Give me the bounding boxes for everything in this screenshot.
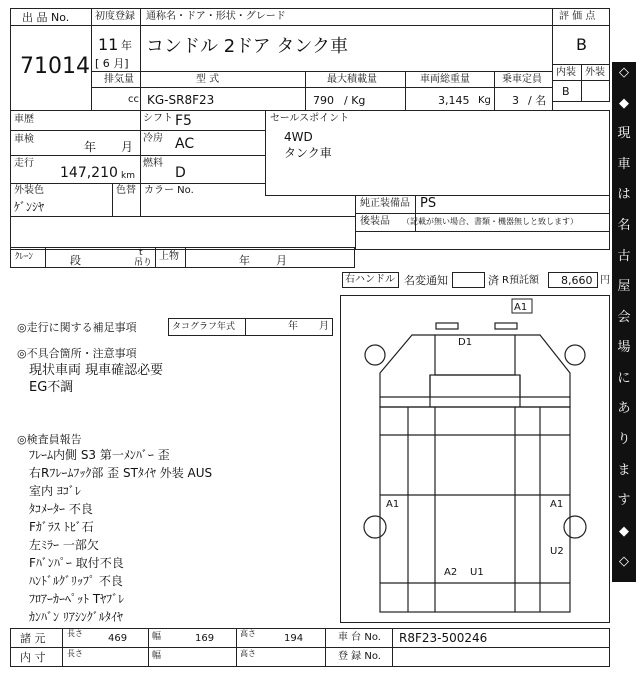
model-value: KG-SR8F23 <box>147 93 215 107</box>
sales-point-label: セールスポイント <box>270 113 350 124</box>
year-unit: 年 <box>121 39 132 52</box>
inspector-line: ﾌﾛｱｰｶｰﾍﾟｯﾄ Tﾔﾌﾞﾚ <box>29 592 125 606</box>
venue-side-char: 車 <box>617 156 631 172</box>
inner-width-label: 幅 <box>152 651 162 661</box>
inspector-line: ﾀｺﾒｰﾀｰ 不良 <box>29 502 93 516</box>
inspection-year: 年 <box>84 140 97 154</box>
inspector-line: 左ﾐﾗｰ 一部欠 <box>29 538 99 552</box>
tacho-month: 月 <box>319 321 329 332</box>
dims-label: 諸 元 <box>20 632 46 645</box>
venue-side-char: 会 <box>617 309 631 325</box>
venue-side-char: は <box>617 187 631 203</box>
length-label: 長さ <box>67 629 83 638</box>
gross-weight-label: 車両総重量 <box>420 74 470 85</box>
max-load-label: 最大積載量 <box>327 74 377 85</box>
capacity-unit: / 名 <box>528 94 547 107</box>
doc-label: 済 <box>488 274 499 287</box>
color-no-label: カラー No. <box>144 185 194 196</box>
damage-code-a1-left: A1 <box>386 499 400 510</box>
venue-side-char: ◇ <box>619 554 629 570</box>
interior-label: 内装 <box>556 67 576 78</box>
inspector-line: 右Rﾌﾚｰﾑﾌｯｸ部 歪 STﾀｲﾔ 外装 AUS <box>29 466 213 480</box>
ext-color-label: 外装色 <box>14 185 44 196</box>
inspection-label: 車検 <box>14 134 34 145</box>
first-reg-label: 初度登録 <box>95 11 135 22</box>
venue-side-char: あ <box>617 401 631 417</box>
mileage-label: 走行 <box>14 158 34 169</box>
crane-label: ｸﾚｰﾝ <box>15 252 34 262</box>
name-change-cell <box>452 272 485 288</box>
first-reg-month: [ 6 月] <box>95 57 129 70</box>
mount-year: 年 <box>239 254 250 267</box>
gross-weight-value: 3,145 <box>438 94 470 107</box>
exterior-grade-cell <box>581 80 610 102</box>
mileage-value: 147,210 <box>60 165 118 181</box>
max-load-value: 790 <box>313 94 334 107</box>
shift-value: F5 <box>175 113 192 129</box>
dims-row <box>10 628 610 648</box>
inspector-line: Fﾊﾞﾝﾊﾟｰ 取付不良 <box>29 556 124 570</box>
equip-label: 純正装備品 <box>360 198 410 209</box>
inner-height-label: 高さ <box>240 649 256 658</box>
displacement-label: 排気量 <box>104 74 134 85</box>
inspection-month: 月 <box>121 140 134 154</box>
grade-label: 評 価 点 <box>559 11 596 22</box>
grade-value: B <box>576 35 587 54</box>
capacity-label: 乗車定員 <box>502 74 542 85</box>
mount-month: 月 <box>276 254 287 267</box>
ext-color-value: ｹﾞﾝｼﾔ <box>14 200 45 214</box>
inspector-line: ﾊﾝﾄﾞﾙｸﾞﾘｯﾌﾟ 不良 <box>29 574 123 588</box>
fuel-value: D <box>175 165 186 181</box>
inner-length-label: 長さ <box>67 649 83 658</box>
inspector-line: 室内 ﾖｺﾞﾚ <box>29 484 81 498</box>
defect-1: 現状車両 現車確認必要 <box>29 363 164 378</box>
defect-2: EG不調 <box>29 380 74 395</box>
damage-code-a2: A2 <box>444 567 458 578</box>
model-label: 型 式 <box>196 74 220 85</box>
capacity-value: 3 <box>512 94 519 107</box>
name-label: 通称名・ドア・形状・グレード <box>146 11 286 22</box>
reg-label: 登 録 No. <box>338 651 381 662</box>
running-label: ◎走行に関する補足事項 <box>17 321 137 334</box>
defect-label: ◎不具合箇所・注意事項 <box>17 347 137 360</box>
recycle-unit: 円 <box>600 275 610 286</box>
venue-side-banner <box>612 62 636 582</box>
fuel-label: 燃料 <box>143 158 163 169</box>
damage-code-a1-top: A1 <box>514 302 528 313</box>
venue-side-char: 古 <box>617 248 631 264</box>
shift-label: シフト <box>143 113 173 124</box>
spec-label-row <box>91 71 553 88</box>
equip-value: PS <box>420 196 437 211</box>
tacho-label: タコグラフ年式 <box>172 322 236 332</box>
crane-stage: 段 <box>70 254 81 267</box>
height-value: 194 <box>284 633 304 644</box>
inner-row <box>10 647 610 667</box>
aftermarket-label: 後装品 <box>360 216 390 227</box>
color-change-label: 色替 <box>116 185 136 196</box>
history-label: 車歴 <box>14 114 34 125</box>
damage-code-d1: D1 <box>458 337 473 348</box>
tacho-year: 年 <box>288 321 298 332</box>
venue-side-char: り <box>617 432 631 448</box>
venue-side-char: す <box>617 493 631 509</box>
venue-side-char: 場 <box>617 340 631 356</box>
width-label: 幅 <box>152 632 162 642</box>
venue-side-char: ま <box>617 462 631 478</box>
gross-weight-unit: Kg <box>478 95 491 106</box>
lot-no-label: 出 品 No. <box>22 11 70 24</box>
handle-value: 右ハンドル <box>345 274 395 285</box>
inspector-line: ｶﾝﾊﾞﾝ ﾘｱｼﾝｸﾞﾙﾀｲﾔ <box>29 610 123 624</box>
length-value: 469 <box>108 633 128 644</box>
interior-grade: B <box>562 85 570 98</box>
first-reg-year: 11 <box>98 35 119 54</box>
venue-side-char: 名 <box>617 217 631 233</box>
crane-row <box>10 247 355 268</box>
sales-point-1: 4WD <box>284 130 313 144</box>
recycle-amount: 8,660 <box>561 274 593 287</box>
damage-code-a1-right: A1 <box>550 499 564 510</box>
venue-side-char: ◆ <box>619 95 629 111</box>
truck-diagram <box>340 295 610 623</box>
venue-side-char: ◆ <box>619 523 629 539</box>
inspector-line: ﾌﾚｰﾑ内側 S3 第一ﾒﾝﾊﾞｰ 歪 <box>29 448 170 462</box>
venue-side-char: ◇ <box>619 65 629 80</box>
aircon-label: 冷房 <box>143 133 163 144</box>
mount-label: 上物 <box>159 251 179 262</box>
inspector-label: ◎検査員報告 <box>17 433 82 446</box>
max-load-unit: / Kg <box>344 94 366 107</box>
height-label: 高さ <box>240 629 256 638</box>
crane-ton: t <box>139 248 143 258</box>
name-change-label: 名変通知 <box>404 274 448 287</box>
inspector-line: Fｶﾞﾗｽ ﾄﾋﾞ石 <box>29 520 94 534</box>
aircon-value: AC <box>175 136 195 152</box>
venue-side-char: 現 <box>617 126 631 142</box>
mileage-unit: km <box>121 171 135 181</box>
vehicle-name: コンドル 2ドア タンク車 <box>146 36 348 57</box>
crane-hang: 吊り <box>134 258 153 268</box>
inner-label: 内 寸 <box>20 651 46 664</box>
damage-code-u2: U2 <box>550 546 564 557</box>
aftermarket-note: （記載が無い場合、書類・機器無しと致します） <box>402 217 578 226</box>
width-value: 169 <box>195 633 215 644</box>
chassis-value: R8F23-500246 <box>399 631 488 645</box>
venue-side-char: 屋 <box>617 279 631 295</box>
damage-code-u1: U1 <box>470 567 484 578</box>
chassis-label: 車 台 No. <box>338 632 381 643</box>
recycle-label: R預託額 <box>502 275 539 286</box>
sales-point-2: タンク車 <box>284 146 332 160</box>
lot-number: 71014 <box>20 54 90 79</box>
displacement-unit: cc <box>128 94 139 105</box>
venue-side-char: に <box>617 370 631 386</box>
exterior-label: 外装 <box>585 67 605 78</box>
